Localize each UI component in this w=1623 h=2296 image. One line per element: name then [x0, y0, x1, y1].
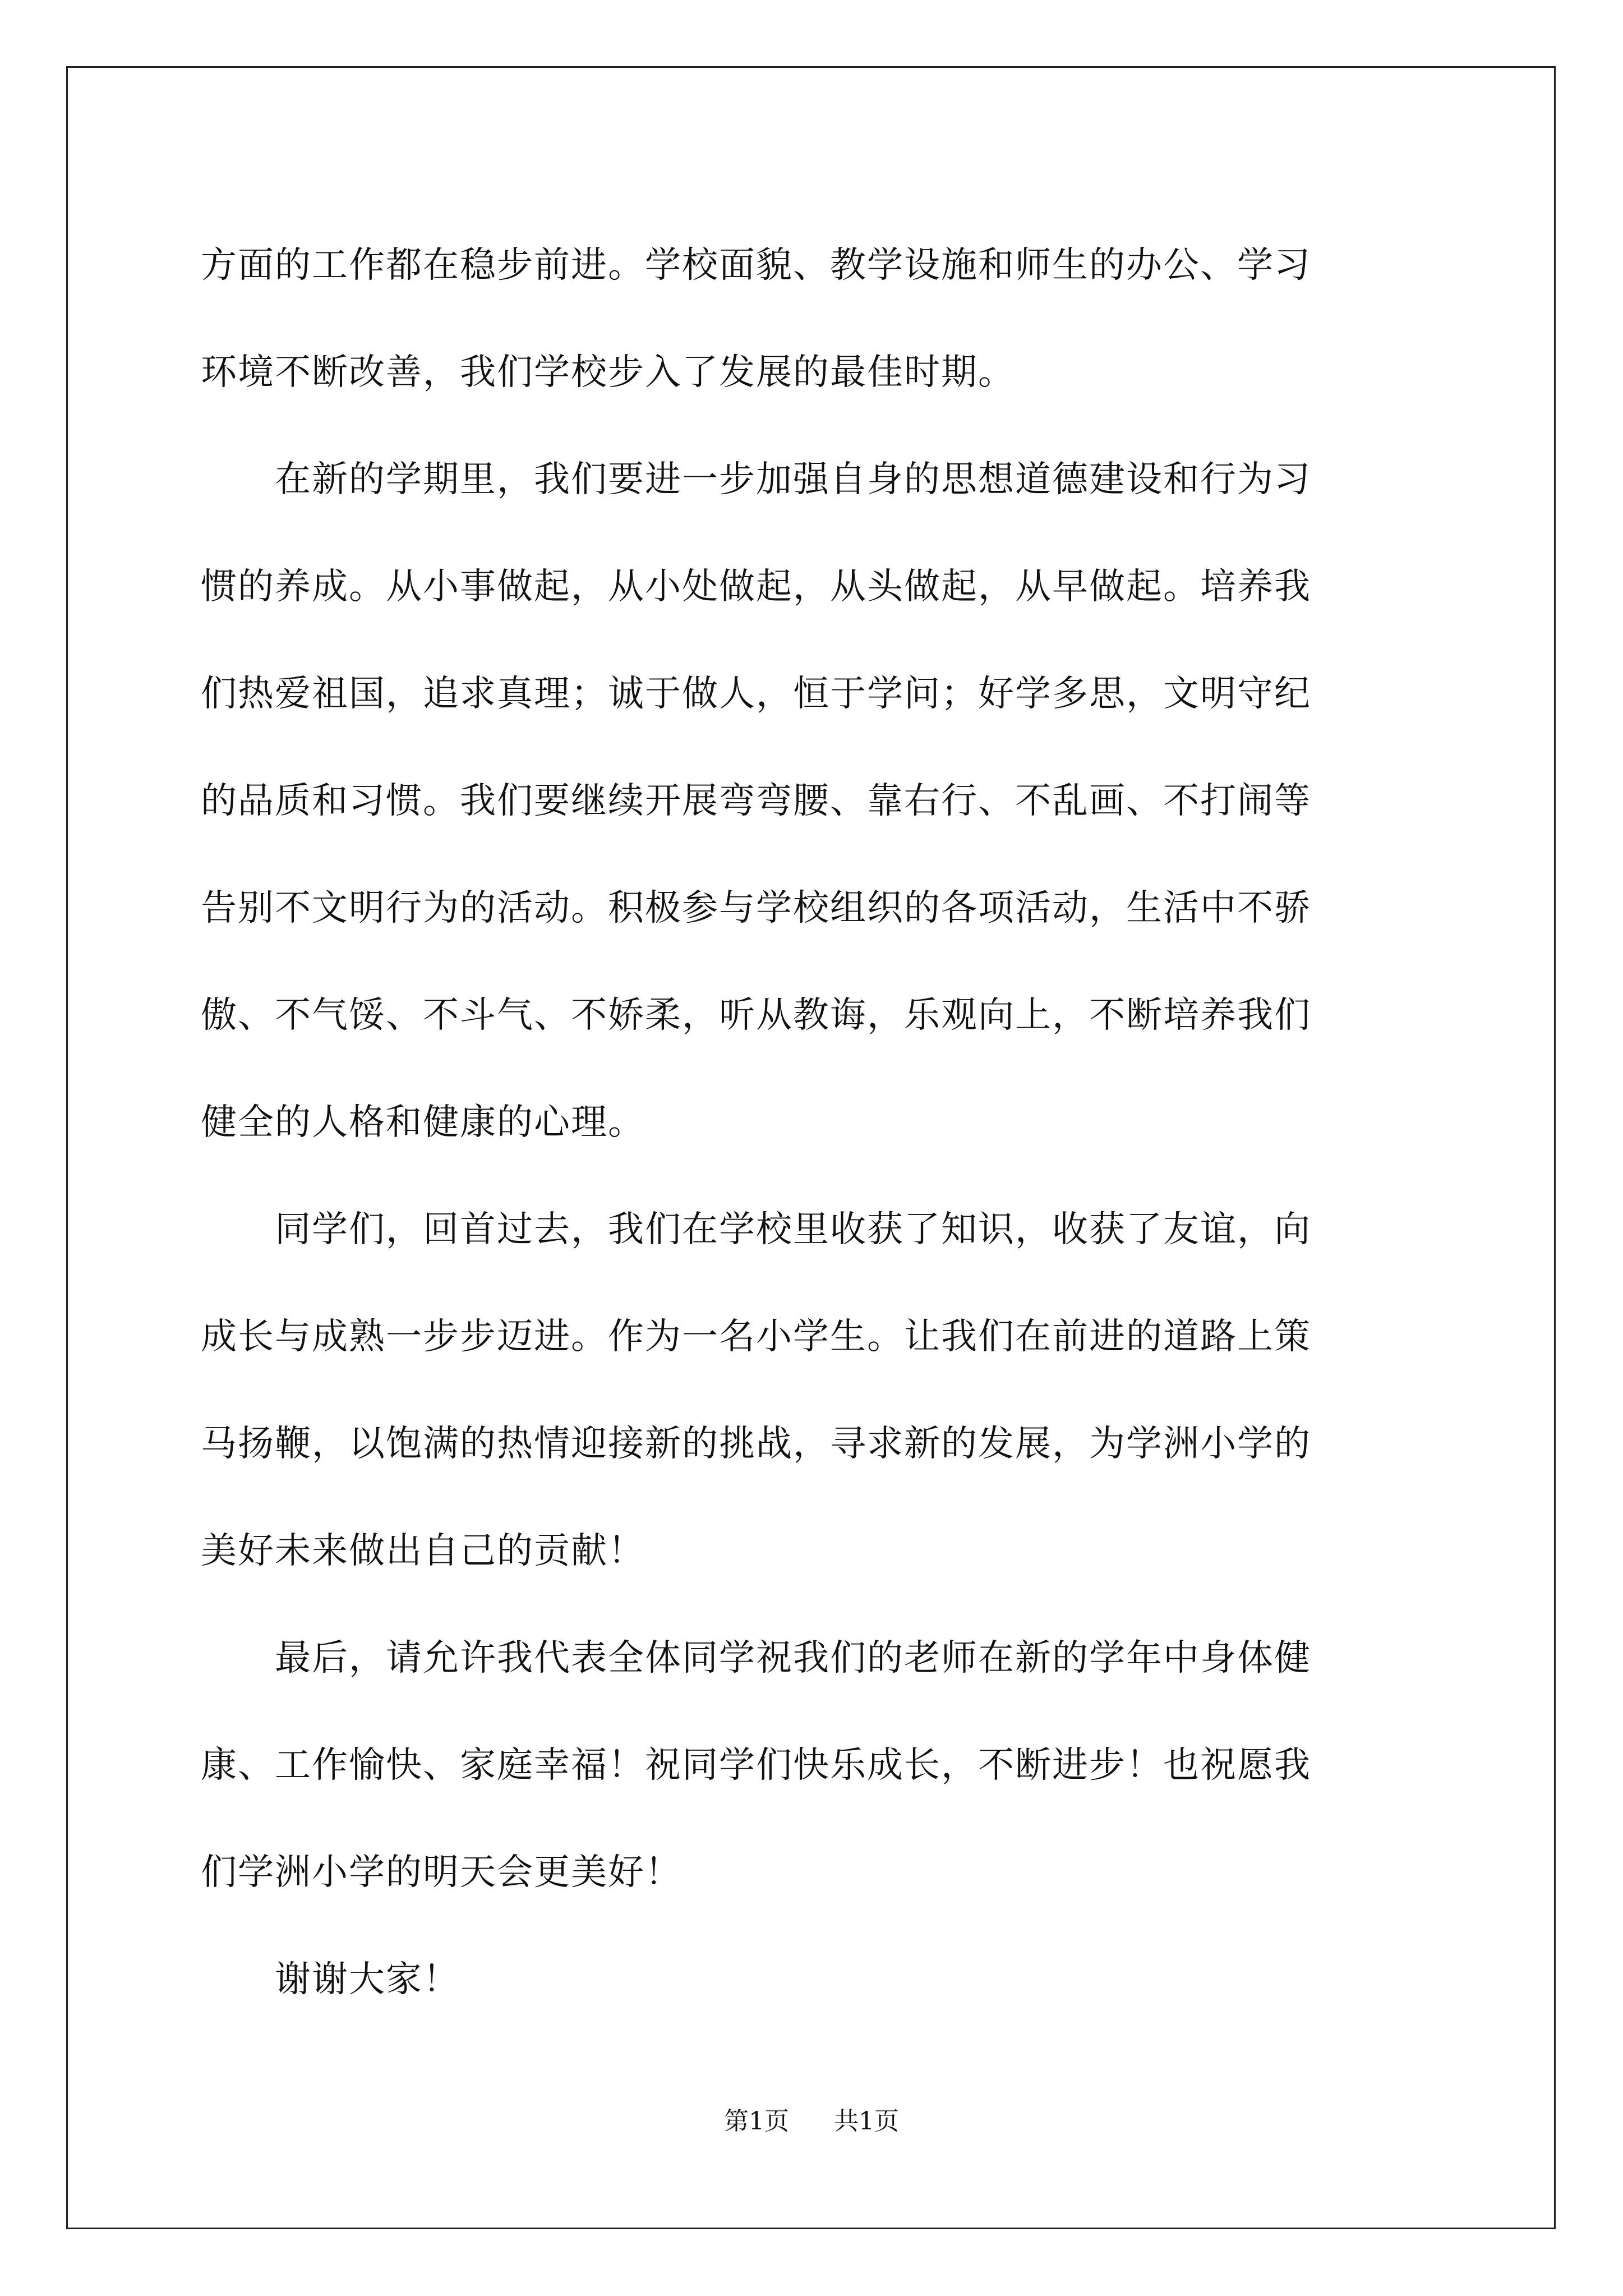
text-line: 同学们，回首过去，我们在学校里收获了知识，收获了友谊，向	[201, 1209, 1311, 1250]
text-line: 们热爱祖国，追求真理；诚于做人，恒于学问；好学多思，文明守纪	[201, 673, 1311, 715]
text-line: 惯的养成。从小事做起，从小处做起，从头做起，从早做起。培养我	[201, 566, 1311, 608]
text-line: 健全的人格和健康的心理。	[201, 1102, 645, 1143]
text-line: 傲、不气馁、不斗气、不娇柔，听从教诲，乐观向上，不断培养我们	[201, 995, 1311, 1036]
text-line: 美好未来做出自己的贡献！	[201, 1530, 645, 1572]
text-line: 马扬鞭，以饱满的热情迎接新的挑战，寻求新的发展，为学洲小学的	[201, 1423, 1311, 1465]
text-line: 最后，请允许我代表全体同学祝我们的老师在新的学年中身体健	[201, 1637, 1311, 1679]
text-line: 在新的学期里，我们要进一步加强自身的思想道德建设和行为习	[201, 459, 1311, 500]
text-line: 的品质和习惯。我们要继续开展弯弯腰、靠右行、不乱画、不打闹等	[201, 780, 1311, 822]
text-line: 们学洲小学的明天会更美好！	[201, 1852, 682, 1893]
page-number-total: 共1页	[834, 2107, 899, 2136]
page-footer	[0, 2101, 1623, 2137]
page-number-current: 第1页	[724, 2107, 789, 2136]
document-body	[201, 212, 1429, 2033]
text-line: 成长与成熟一步步迈进。作为一名小学生。让我们在前进的道路上策	[201, 1316, 1311, 1358]
text-line: 方面的工作都在稳步前进。学校面貌、教学设施和师生的办公、学习	[201, 245, 1311, 286]
text-line: 告别不文明行为的活动。积极参与学校组织的各项活动，生活中不骄	[201, 887, 1311, 929]
text-line: 谢谢大家！	[201, 1959, 460, 2000]
text-line: 环境不断改善，我们学校步入了发展的最佳时期。	[201, 352, 1015, 393]
text-line: 康、工作愉快、家庭幸福！祝同学们快乐成长，不断进步！也祝愿我	[201, 1745, 1311, 1786]
